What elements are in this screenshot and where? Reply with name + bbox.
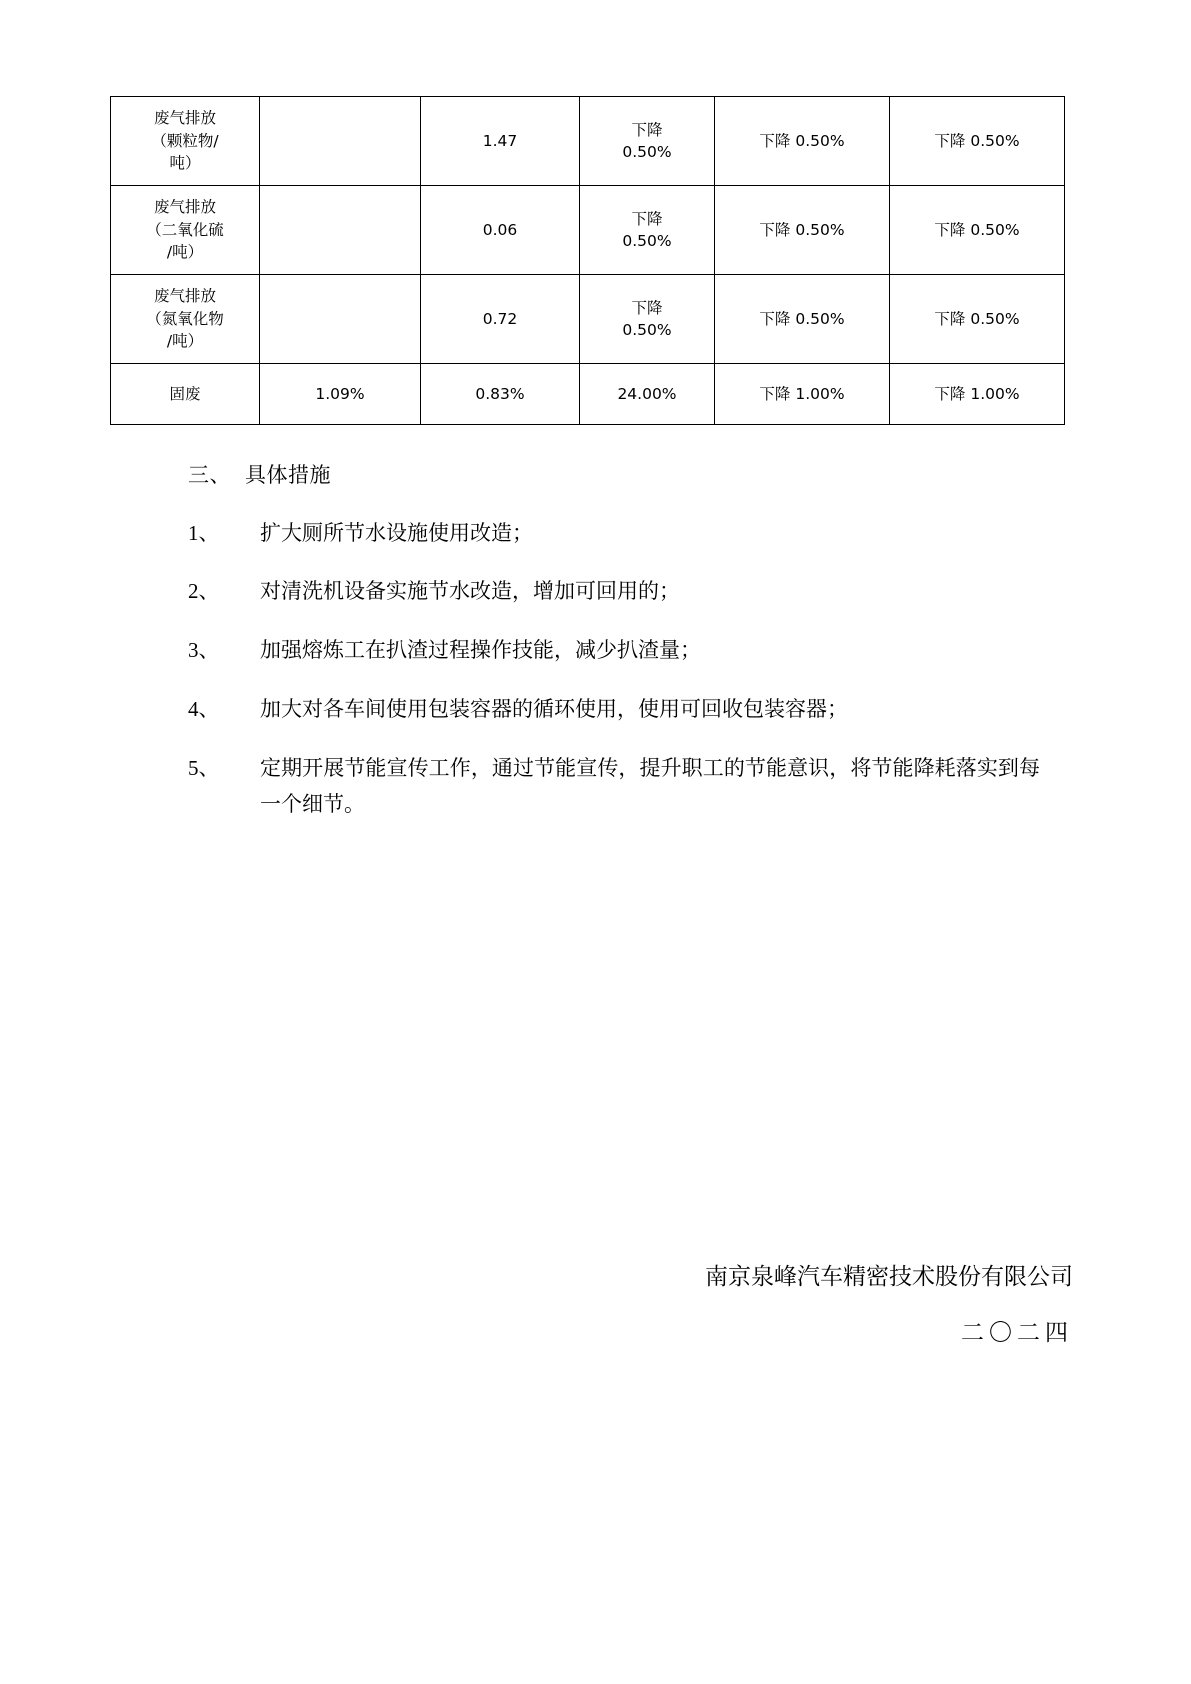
cell-line: 0.72 — [482, 309, 518, 328]
table-row — [111, 364, 1065, 425]
list-item-index: 4、 — [188, 696, 220, 721]
table-cell — [890, 364, 1065, 425]
company-name: 南京泉峰汽车精密技术股份有限公司 — [705, 1264, 1073, 1289]
table-cell-indicator — [111, 97, 260, 186]
table-body — [111, 97, 1065, 425]
table-cell — [715, 275, 890, 364]
list-item-index: 5、 — [188, 755, 220, 780]
cell-line: （氮氧化物 — [146, 309, 224, 328]
table-cell — [715, 97, 890, 186]
table-cell — [580, 186, 715, 275]
list-item-text: 扩大厕所节水设施使用改造； — [260, 520, 533, 545]
cell-line: 下降 1.00% — [934, 384, 1020, 403]
cell-line: 下降 0.50% — [759, 309, 845, 328]
table-cell — [421, 275, 580, 364]
cell-line: 废气排放 — [153, 198, 216, 217]
cell-line: 下降 — [631, 120, 663, 139]
cell-line: /吨） — [166, 332, 204, 351]
table-cell — [890, 186, 1065, 275]
list-item — [188, 515, 1073, 552]
table-cell — [421, 186, 580, 275]
list-item — [188, 632, 1073, 669]
table-cell-indicator — [111, 364, 260, 425]
table-cell — [580, 275, 715, 364]
cell-line: 吨） — [169, 154, 201, 173]
cell-line: 下降 0.50% — [759, 220, 845, 239]
list-item — [188, 750, 1073, 824]
table-cell — [421, 97, 580, 186]
table-cell — [260, 97, 421, 186]
list-item-index: 2、 — [188, 579, 220, 604]
signature-block — [705, 1255, 1073, 1354]
cell-line: 下降 1.00% — [759, 384, 845, 403]
cell-line: 1.09% — [315, 384, 365, 403]
cell-line: 下降 0.50% — [934, 131, 1020, 150]
table-row — [111, 97, 1065, 186]
cell-line: 24.00% — [617, 384, 677, 403]
table-cell — [580, 364, 715, 425]
table-cell — [260, 364, 421, 425]
section-heading — [188, 459, 1073, 493]
emissions-table — [110, 96, 1065, 425]
cell-line: 下降 — [631, 298, 663, 317]
cell-line: 下降 0.50% — [934, 220, 1020, 239]
list-item-text: 对清洗机设备实施节水改造，增加可回用的； — [260, 579, 680, 604]
list-item — [188, 691, 1073, 728]
table-cell — [890, 275, 1065, 364]
table-cell — [421, 364, 580, 425]
cell-line: 下降 0.50% — [759, 131, 845, 150]
cell-line: 0.50% — [622, 232, 672, 250]
table-cell — [715, 186, 890, 275]
cell-line: 0.50% — [622, 321, 672, 339]
table-cell-indicator — [111, 186, 260, 275]
list-item — [188, 573, 1073, 610]
table-cell — [580, 97, 715, 186]
measures-list — [110, 515, 1073, 824]
table-row — [111, 275, 1065, 364]
cell-line: 废气排放 — [153, 287, 216, 306]
list-item-text: 定期开展节能宣传工作，通过节能宣传，提升职工的节能意识，将节能降耗落实到每一个细节。 — [260, 755, 1040, 817]
table-cell — [260, 275, 421, 364]
cell-line: 0.06 — [482, 220, 518, 239]
signature-date: 二〇二四 — [961, 1319, 1073, 1345]
list-item-index: 3、 — [188, 638, 220, 663]
cell-line: 废气排放 — [153, 109, 216, 128]
cell-line: （颗粒物/ — [151, 131, 219, 150]
cell-line: /吨） — [166, 243, 204, 262]
table-cell — [260, 186, 421, 275]
list-item-text: 加大对各车间使用包装容器的循环使用，使用可回收包装容器； — [260, 696, 848, 721]
table-row — [111, 186, 1065, 275]
cell-line: 下降 0.50% — [934, 309, 1020, 328]
list-item-text: 加强熔炼工在扒渣过程操作技能，减少扒渣量； — [260, 638, 701, 663]
table-cell — [890, 97, 1065, 186]
cell-line: （二氧化硫 — [146, 220, 224, 239]
table-cell-indicator — [111, 275, 260, 364]
table-cell — [715, 364, 890, 425]
list-item-index: 1、 — [188, 520, 220, 545]
cell-line: 1.47 — [482, 131, 518, 150]
section-number: 三、 — [188, 463, 231, 487]
cell-line: 下降 — [631, 209, 663, 228]
cell-line: 固废 — [169, 384, 201, 403]
cell-line: 0.83% — [475, 384, 525, 403]
section-title: 具体措施 — [245, 463, 331, 487]
cell-line: 0.50% — [622, 143, 672, 161]
